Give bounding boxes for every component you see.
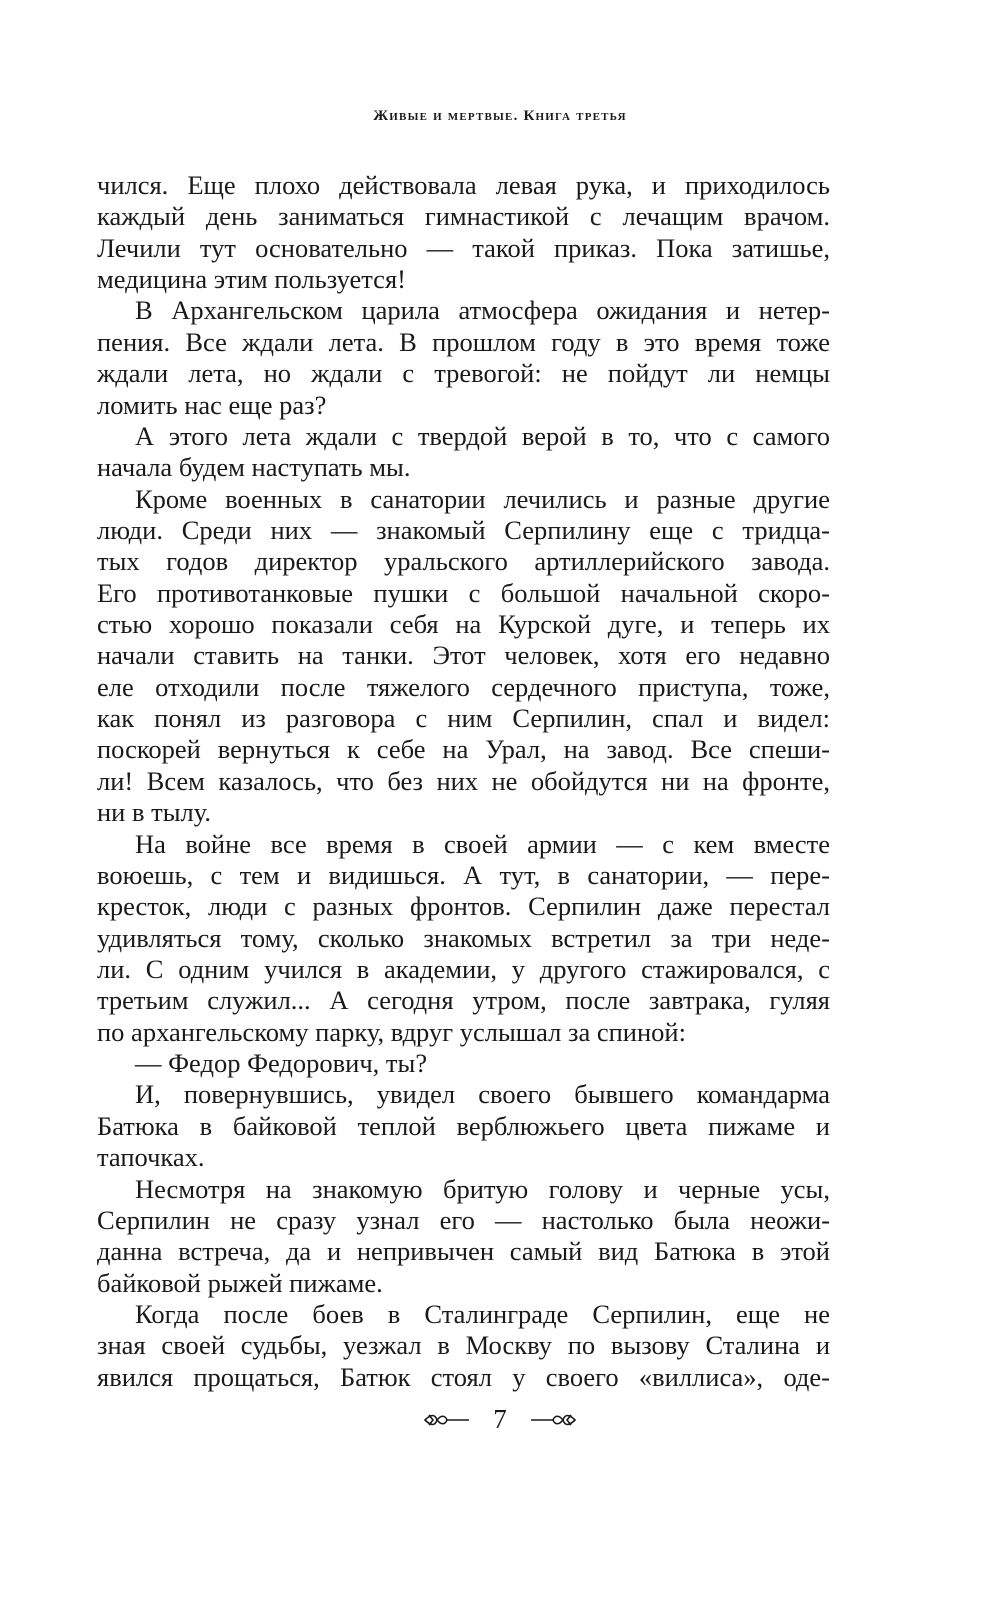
- paragraph: [97, 1048, 830, 1079]
- text-line: На войне все время в своей армии — с кем вместе: [135, 828, 830, 859]
- paragraph: [97, 1174, 830, 1299]
- text-line: Его противотанковые пушки с большой начальной скоро-: [97, 577, 830, 608]
- text-line: ждали лета, но ждали с тревогой: не пойдут ли немцы: [97, 358, 830, 389]
- text-line: ни в тылу.: [97, 797, 211, 828]
- text-line: каждый день заниматься гимнастикой с лечащим врачом.: [97, 201, 830, 232]
- running-head: Живые и мертвые. Книга третья: [373, 108, 627, 124]
- text-line: тапочках.: [97, 1142, 205, 1173]
- text-line: чился. Еще плохо действовала левая рука, и приходилось: [97, 170, 830, 200]
- text-line: начали ставить на танки. Этот человек, хотя его недавно: [97, 640, 830, 671]
- paragraph: [97, 295, 830, 420]
- folio: [0, 1404, 1000, 1435]
- text-line: воюешь, с тем и видишься. А тут, в санатории, — пере-: [97, 859, 830, 890]
- text-line: стью хорошо показали себя на Курской дуге, и теперь их: [97, 609, 830, 640]
- body-text: [97, 170, 830, 1393]
- text-line: ли. С одним учился в академии, у другого стажировался, с: [97, 953, 830, 984]
- text-line: поскорей вернуться к себе на Урал, на завод. Все спеши-: [97, 734, 830, 765]
- text-line: начала будем наступать мы.: [97, 452, 411, 483]
- text-line: Батюка в байковой теплой верблюжьего цвета пижаме и: [97, 1110, 830, 1141]
- paragraph: [97, 421, 830, 484]
- text-line: В Архангельском царила атмосфера ожидания и нетер-: [135, 295, 830, 326]
- text-line: Серпилин не сразу узнал его — настолько была неожи-: [97, 1204, 830, 1235]
- text-line: медицина этим пользуется!: [97, 264, 406, 295]
- text-line: ли! Всем казалось, что без них не обойдутся ни на фронте,: [97, 765, 830, 796]
- text-line: А этого лета ждали с твердой верой в то, что с самого: [135, 420, 830, 451]
- text-line: пения. Все ждали лета. В прошлом году в это время тоже: [97, 326, 830, 357]
- ornament-right-icon: [529, 1412, 577, 1428]
- paragraph: [97, 1079, 830, 1173]
- paragraph: [97, 170, 830, 295]
- paragraph: [97, 829, 830, 1049]
- text-line: байковой рыжей пижаме.: [97, 1267, 383, 1298]
- text-line: Несмотря на знакомую бритую голову и черные усы,: [135, 1173, 830, 1204]
- text-line: еле отходили после тяжелого сердечного приступа, тоже,: [97, 671, 830, 702]
- text-line: кресток, люди с разных фронтов. Серпилин даже перестал: [97, 891, 830, 922]
- text-line: удивляться тому, сколько знакомых встретил за три неде-: [97, 922, 830, 953]
- text-line: по архангельскому парку, вдруг услышал за спиной:: [97, 1016, 686, 1047]
- text-line: третьим служил... А сегодня утром, после завтрака, гуляя: [97, 985, 830, 1016]
- text-line: люди. Среди них — знакомый Серпилину еще с тридца-: [97, 514, 830, 545]
- text-line: — Федор Федорович, ты?: [135, 1048, 428, 1079]
- text-line: Лечили тут основательно — такой приказ. Пока затишье,: [97, 232, 830, 263]
- text-line: зная своей судьбы, уезжал в Москву по вызову Сталина и: [97, 1330, 830, 1361]
- text-line: Когда после боев в Сталинграде Серпилин, еще не: [135, 1298, 830, 1329]
- page-number: 7: [493, 1404, 507, 1434]
- text-line: ломить нас еще раз?: [97, 389, 327, 420]
- text-line: И, повернувшись, увидел своего бывшего командарма: [135, 1079, 830, 1110]
- paragraph: [97, 1299, 830, 1393]
- ornament-left-icon: [423, 1412, 471, 1428]
- text-line: данна встреча, да и непривычен самый вид Батюка в этой: [97, 1236, 830, 1267]
- text-line: Кроме военных в санатории лечились и разные другие: [135, 483, 830, 514]
- text-line: тых годов директор уральского артиллерийского завода.: [97, 546, 830, 577]
- paragraph: [97, 484, 830, 829]
- text-line: как понял из разговора с ним Серпилин, спал и видел:: [97, 703, 830, 734]
- text-line: явился прощаться, Батюк стоял у своего «виллиса», оде-: [97, 1361, 830, 1392]
